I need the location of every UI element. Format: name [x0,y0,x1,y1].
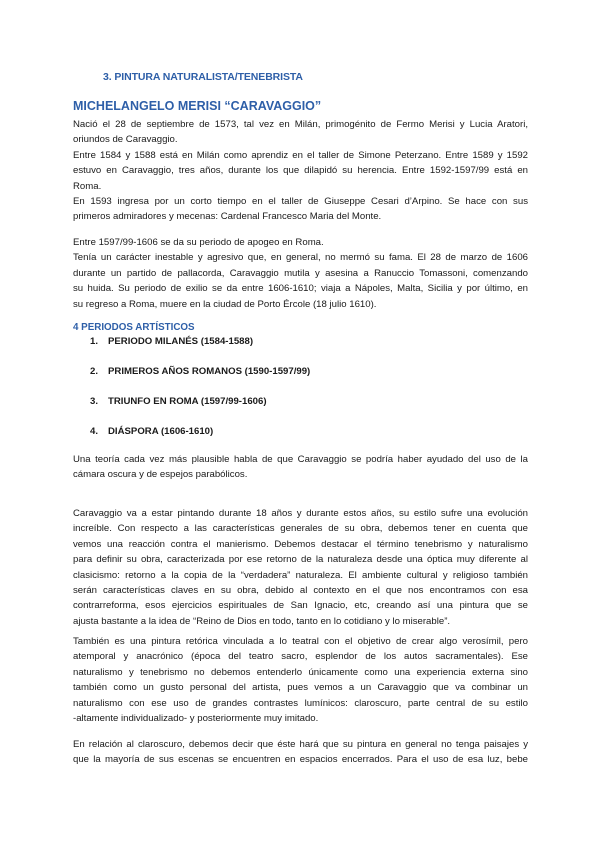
text-line: para definir su obra, caracterizada por ese retorno de la naturaleza desde una óptica muy diferente al [73,554,528,566]
list-number: 4. [90,426,99,437]
text-line: Caravaggio va a estar pintando durante 18 años y durante estos años, su estilo sufre una evolución [73,508,528,519]
text-line: -altamente individualizado- y posteriormente muy imitado. [73,713,319,725]
text-line: ajusta bastante a la idea de “Reino de Dios en todo, tanto en lo cotidiano y lo miserable”. [73,615,451,627]
text-line: Entre 1584 y 1588 está en Milán como aprendiz en el taller de Simone Peterzano. Entre 1589 y 1592 [73,149,528,161]
text-line: atemporal y anacrónico (época del teatro sacro, esplendor de los autos sacramentales). Ese [73,651,528,663]
text-line: primeros admiradores y mecenas: Cardenal Francesco Maria del Monte. [73,211,382,223]
text-line: oriundos de Caravaggio. [73,134,178,146]
main-title: MICHELANGELO MERISI “CARAVAGGIO” [73,99,322,113]
list-label: DIÁSPORA (1606-1610) [108,426,214,437]
text-line: Una teoría cada vez más plausible habla de que Caravaggio se podría haber ayudado del uso de la [73,454,528,465]
text-line: también como un gusto personal del artista, pues vemos a un Caravaggio que va combinar un [73,682,528,694]
text-line: clasicismo: retorno a la copia de la “verdadera” naturaleza. El ambiente cultural y religioso también [73,569,528,581]
chiaroscuro-paragraph [73,737,528,768]
text-line: Roma. [73,180,102,192]
text-line: Nació el 28 de septiembre de 1573, tal vez en Milán, primogénito de Fermo Merisi y Lucia Aratori, [73,119,528,130]
text-line: su regreso a Roma, muere en la ciudad de Porto Ércole (18 julio 1610). [73,298,377,310]
text-line: increíble. Con respecto a las características generales de su obra, debemos tener en cuenta que [73,523,528,535]
text-line: su huida. Su periodo de exilio se da entre 1606-1610; viaja a Nápoles, Malta, Sicilia y por último, en [73,283,528,295]
apogee-paragraph [73,235,528,312]
theory-paragraph [73,452,528,483]
text-line: naturalismo con ese uso de grandes contrastes lumínicos: claroscuro, parte central de su estilo [73,697,528,709]
text-line: estuvo en Caravaggio, tres años, durante los que dilapidó su herencia. Entre 1592-1597/99 está en [73,165,528,177]
text-line: cámara oscura y de espejos parabólicos. [73,469,248,481]
text-line: Entre 1597/99-1606 se da su periodo de apogeo en Roma. [73,237,324,248]
text-line: que la mayoría de sus escenas se encuentren en espacios encerrados. Para el uso de esa luz, bebe [73,754,528,766]
text-line: En relación al claroscuro, debemos decir que éste hará que su pintura en general no tenga paisajes y [73,739,528,750]
rhetoric-paragraph [73,634,528,726]
section-title: 3. PINTURA NATURALISTA/TENEBRISTA [103,71,303,83]
intro-paragraph [73,117,528,225]
list-number: 3. [90,396,99,407]
list-label: PERIODO MILANÉS (1584-1588) [108,336,254,347]
style-paragraph [73,506,528,629]
list-label: TRIUNFO EN ROMA (1597/99-1606) [108,396,267,407]
text-line: serán características claves en su obra, debido al contexto en el que nos encontramos con esa [73,585,528,597]
list-number: 2. [90,366,99,377]
text-line: También es una pintura retórica vinculada a lo teatral con el objetivo de crear algo verosímil, pero [73,636,528,647]
text-line: Tenía un carácter inestable y agresivo que, en general, no mermó su fama. El 28 de marzo de 1606 [73,252,528,264]
periods-title: 4 PERIODOS ARTÍSTICOS [73,322,195,333]
text-line: En 1593 ingresa por un corto tiempo en el taller de Giuseppe Cesari d’Arpino. Se hace con sus [73,196,528,208]
text-line: vemos una reacción contra el manierismo. Debemos destacar el término tenebrismo y naturalismo [73,538,528,550]
text-line: naturalismo y tenebrismo no debemos entenderlo únicamente como una experiencia externa sino [73,666,528,678]
text-line: durante un partido de pallacorda, Caravaggio mutila y asesina a Ranuccio Tomassoni, comenzando [73,267,528,279]
list-label: PRIMEROS AÑOS ROMANOS (1590-1597/99) [108,366,311,377]
text-line: contrarreforma, esos ejercicios espirituales de San Ignacio, etc, creando así una pintura que se [73,600,528,612]
list-number: 1. [90,336,99,347]
